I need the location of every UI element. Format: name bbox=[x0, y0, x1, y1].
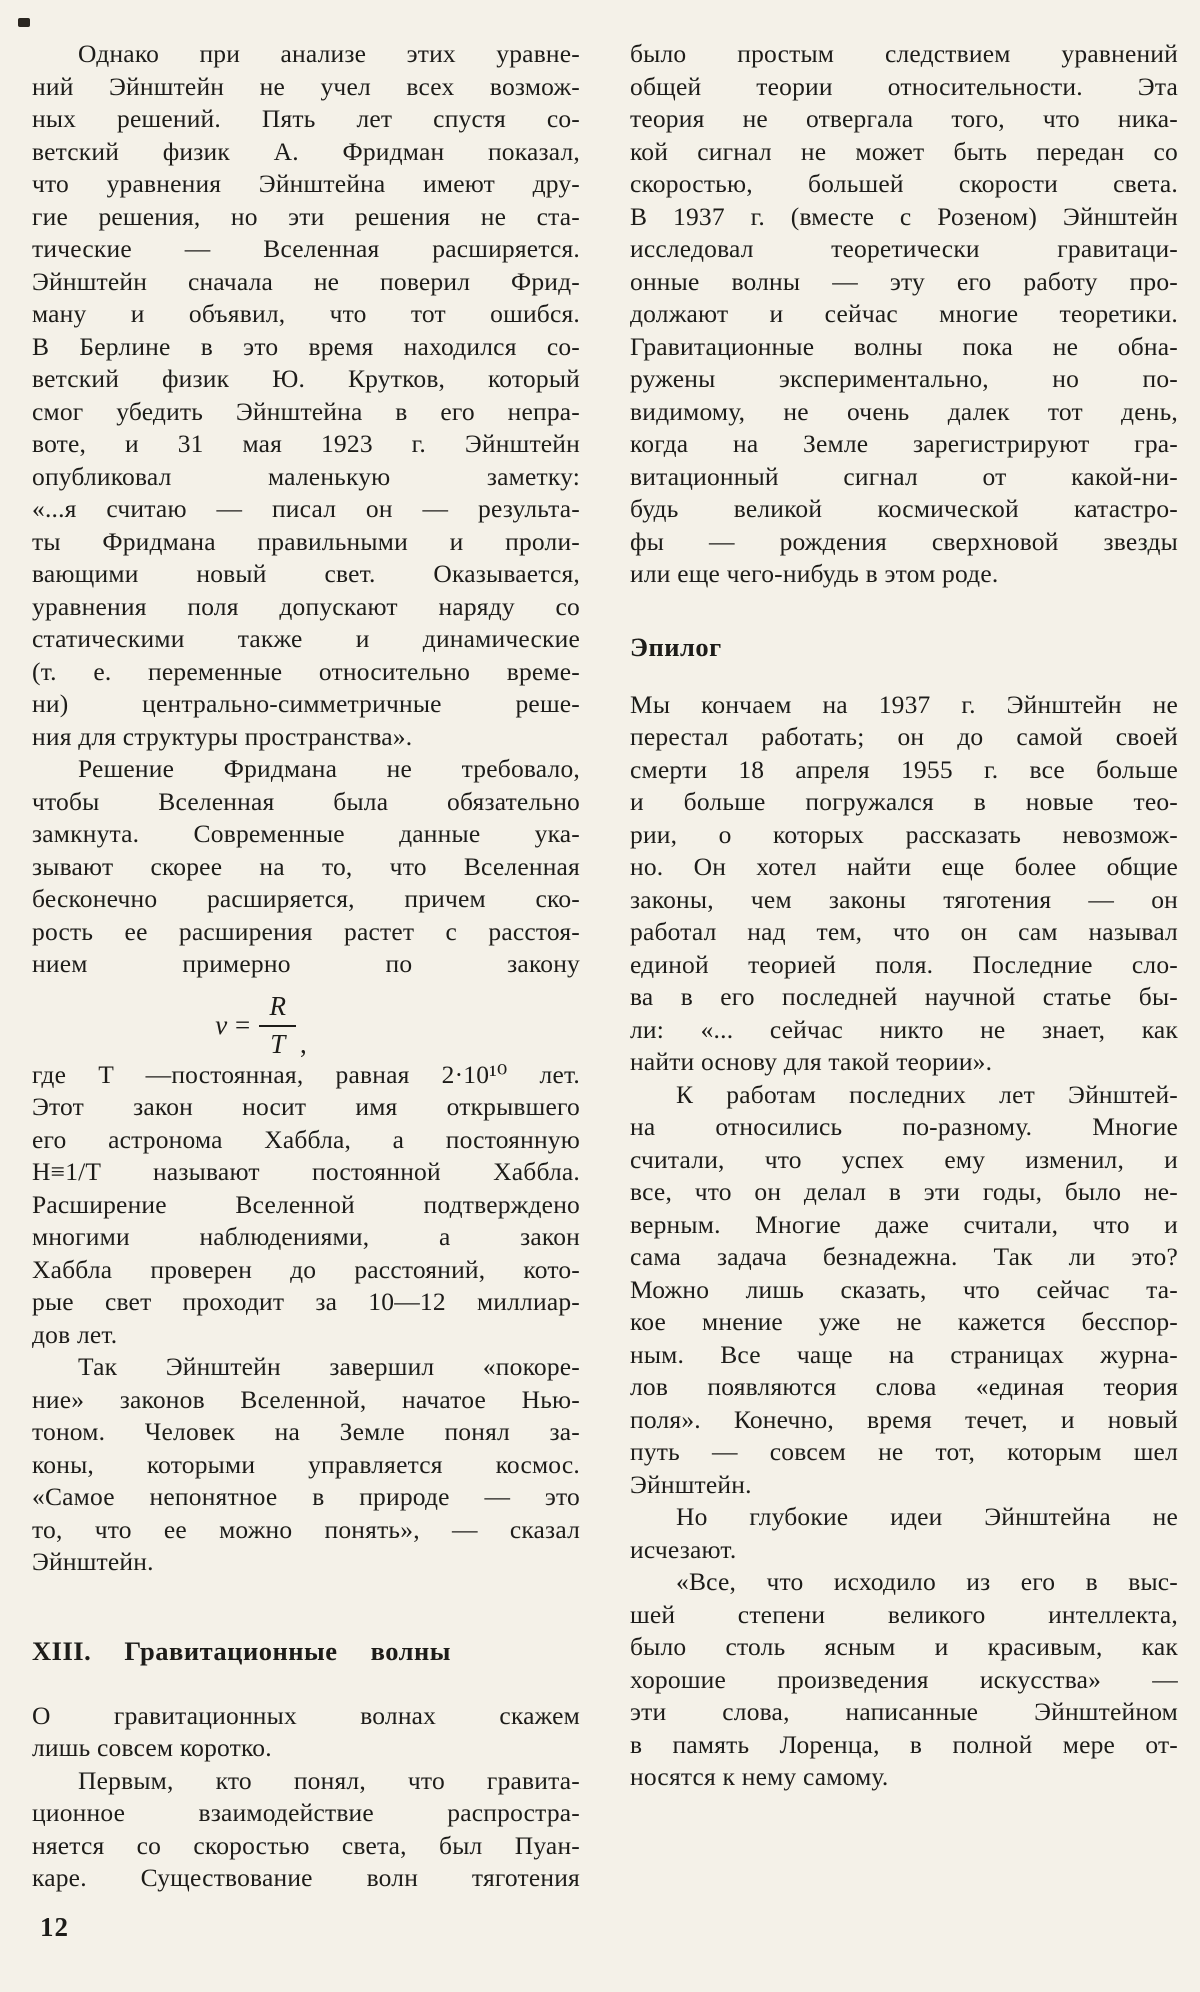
text-line: ветский физик А. Фридман показал, bbox=[32, 136, 580, 166]
text-line: нием примерно по закону bbox=[32, 949, 580, 978]
text-line: О гравитационных волнах скажем bbox=[32, 1700, 580, 1730]
text-line: сама задача безнадежна. Так ли это? bbox=[630, 1242, 1178, 1271]
paragraph bbox=[630, 1566, 1178, 1794]
text-line: должают и сейчас многие теоретики. bbox=[630, 299, 1178, 328]
text-line: Первым, кто понял, что гравита- bbox=[78, 1765, 580, 1795]
scan-artifact bbox=[18, 18, 30, 27]
paragraph bbox=[32, 1059, 580, 1352]
text-line: в память Лоренца, в полной мере от- bbox=[630, 1729, 1178, 1759]
text-line: рость ее расширения растет с расстоя- bbox=[32, 916, 580, 946]
text-line: чтобы Вселенная была обязательно bbox=[32, 786, 580, 816]
text-line: Эйнштейн сначала не поверил Фрид- bbox=[32, 266, 580, 296]
text-line: ружены экспериментально, но по- bbox=[630, 364, 1178, 393]
text-line: многими наблюдениями, а закон bbox=[32, 1222, 580, 1251]
text-line: и больше погружался в новые тео- bbox=[630, 787, 1178, 816]
text-line: законы, чем законы тяготения — он bbox=[630, 884, 1178, 914]
right-column bbox=[630, 38, 1178, 1794]
text-line: Так Эйнштейн завершил «покоре- bbox=[78, 1352, 580, 1381]
paragraph bbox=[630, 1079, 1178, 1502]
text-line: исследовал теоретически гравитаци- bbox=[630, 234, 1178, 263]
text-line: ни) центрально-симметричные реше- bbox=[32, 689, 580, 718]
paragraph bbox=[630, 1501, 1178, 1566]
text-line: Гравитационные волны пока не обна- bbox=[630, 331, 1178, 361]
text-line: тоном. Человек на Земле понял за- bbox=[32, 1417, 580, 1446]
section-heading-gravitational-waves: XIII. Гравитационные волны bbox=[32, 1635, 451, 1666]
formula-hubble-law bbox=[32, 981, 580, 1059]
paragraph bbox=[32, 753, 580, 981]
text-line: статическими также и динамические bbox=[32, 624, 580, 653]
text-line: ману и объявил, что тот ошибся. bbox=[32, 299, 580, 328]
text-line: Хаббла проверен до расстояний, кото- bbox=[32, 1254, 580, 1284]
text-line: «Все, что исходило из его в выс- bbox=[676, 1567, 1178, 1596]
text-line: лов появляются слова «единая теория bbox=[630, 1372, 1178, 1401]
text-line: ли: «... сейчас никто не знает, как bbox=[630, 1014, 1178, 1044]
text-line: ний Эйнштейн не учел всех возмож- bbox=[32, 71, 580, 101]
text-line: найти основу для такой теории». bbox=[630, 1047, 993, 1076]
text-line: (т. е. переменные относительно време- bbox=[32, 656, 580, 686]
text-line: но. Он хотел найти еще более общие bbox=[630, 852, 1178, 881]
paragraph bbox=[32, 38, 580, 753]
text-line: ционное взаимодействие распростра- bbox=[32, 1798, 580, 1827]
text-line: смерти 18 апреля 1955 г. все больше bbox=[630, 754, 1178, 784]
text-line: будь великой космической катастро- bbox=[630, 494, 1178, 523]
text-line: путь — совсем не тот, которым шел bbox=[630, 1437, 1178, 1466]
text-line: когда на Земле зарегистрируют гра- bbox=[630, 429, 1178, 458]
text-line: Но глубокие идеи Эйнштейна не bbox=[676, 1502, 1178, 1531]
text-line: его астронома Хаббла, а постоянную bbox=[32, 1124, 580, 1154]
text-line: все, что он делал в эти годы, было не- bbox=[630, 1177, 1178, 1206]
text-line: кой сигнал не может быть передан со bbox=[630, 136, 1178, 166]
text-line: вающими новый свет. Оказывается, bbox=[32, 559, 580, 588]
formula-numerator: R bbox=[259, 991, 296, 1027]
text-line: было простым следствием уравнений bbox=[630, 39, 1178, 68]
left-column bbox=[32, 38, 580, 1895]
text-line: на относились по-разному. Многие bbox=[630, 1112, 1178, 1141]
text-line: эти слова, написанные Эйнштейном bbox=[630, 1697, 1178, 1726]
text-line: няется со скоростью света, был Пуан- bbox=[32, 1830, 580, 1860]
text-line: исчезают. bbox=[630, 1534, 737, 1564]
text-line: воте, и 31 мая 1923 г. Эйнштейн bbox=[32, 429, 580, 458]
paragraph bbox=[32, 1765, 580, 1895]
text-line: каре. Существование волн тяготения bbox=[32, 1863, 580, 1892]
paragraph bbox=[630, 689, 1178, 1079]
text-line: перестал работать; он до самой своей bbox=[630, 722, 1178, 751]
text-line: считали, что успех ему изменил, и bbox=[630, 1144, 1178, 1174]
text-line: опубликовал маленькую заметку: bbox=[32, 461, 580, 491]
paragraph bbox=[32, 1351, 580, 1579]
text-line: Эйнштейн. bbox=[32, 1547, 154, 1576]
formula-denominator: T bbox=[270, 1028, 286, 1059]
text-line: Мы кончаем на 1937 г. Эйнштейн не bbox=[630, 689, 1178, 719]
formula-fraction bbox=[259, 991, 296, 1060]
text-line: ты Фридмана правильными и проли- bbox=[32, 526, 580, 556]
text-line: смог убедить Эйнштейна в его непра- bbox=[32, 396, 580, 426]
text-line: рии, о которых рассказать невозмож- bbox=[630, 819, 1178, 849]
text-line: кое мнение уже не кажется бесспор- bbox=[630, 1307, 1178, 1336]
text-line: Этот закон носит имя открывшего bbox=[32, 1092, 580, 1121]
text-line: рые свет проходит за 10—12 миллиар- bbox=[32, 1287, 580, 1316]
text-line: замкнута. Современные данные ука- bbox=[32, 819, 580, 848]
text-line: онные волны — эту его работу про- bbox=[630, 266, 1178, 296]
text-line: единой теорией поля. Последние сло- bbox=[630, 949, 1178, 979]
text-line: H≡1/T называют постоянной Хаббла. bbox=[32, 1157, 580, 1186]
text-line: уравнения поля допускают наряду со bbox=[32, 591, 580, 621]
text-line: где T —постоянная, равная 2·10¹⁰ лет. bbox=[32, 1059, 580, 1089]
text-line: работал над тем, что он сам называл bbox=[630, 917, 1178, 946]
text-line: зывают скорее на то, что Вселенная bbox=[32, 851, 580, 881]
text-line: Расширение Вселенной подтверждено bbox=[32, 1189, 580, 1219]
text-line: бесконечно расширяется, причем ско- bbox=[32, 884, 580, 913]
text-line: В Берлине в это время находился со- bbox=[32, 331, 580, 361]
text-line: лишь совсем коротко. bbox=[32, 1733, 272, 1762]
text-line: видимому, не очень далек тот день, bbox=[630, 396, 1178, 426]
text-line: ния для структуры пространства». bbox=[32, 721, 413, 751]
paragraph bbox=[630, 38, 1178, 591]
formula-trailing-comma: , bbox=[299, 1028, 307, 1059]
text-line: поля». Конечно, время течет, и новый bbox=[630, 1404, 1178, 1434]
formula-lhs: v bbox=[215, 1009, 228, 1040]
text-line: что уравнения Эйнштейна имеют дру- bbox=[32, 169, 580, 198]
text-line: было столь ясным и красивым, как bbox=[630, 1632, 1178, 1661]
text-line: скоростью, большей скорости света. bbox=[630, 169, 1178, 198]
text-line: В 1937 г. (вместе с Розеном) Эйнштейн bbox=[630, 201, 1178, 231]
text-line: ных решений. Пять лет спустя со- bbox=[32, 104, 580, 133]
section-heading-epilogue: Эпилог bbox=[630, 631, 722, 662]
text-line: Эйнштейн. bbox=[630, 1469, 752, 1499]
text-line: или еще чего-нибудь в этом роде. bbox=[630, 559, 999, 588]
page-number: 12 bbox=[40, 1912, 69, 1942]
text-line: дов лет. bbox=[32, 1319, 118, 1349]
text-line: верным. Многие даже считали, что и bbox=[630, 1209, 1178, 1239]
text-line: гие решения, но эти решения не ста- bbox=[32, 201, 580, 231]
text-line: хорошие произведения искусства» — bbox=[630, 1664, 1178, 1694]
text-line: ние» законов Вселенной, начатое Нью- bbox=[32, 1384, 580, 1414]
text-line: ветский физик Ю. Крутков, который bbox=[32, 364, 580, 393]
text-line: теория не отвергала того, что ника- bbox=[630, 104, 1178, 133]
text-line: «...я считаю — писал он — результа- bbox=[32, 494, 580, 523]
text-line: «Самое непонятное в природе — это bbox=[32, 1482, 580, 1511]
text-line: фы — рождения сверхновой звезды bbox=[630, 526, 1178, 556]
text-line: К работам последних лет Эйнштей- bbox=[676, 1079, 1178, 1109]
text-line: шей степени великого интеллекта, bbox=[630, 1599, 1178, 1629]
text-line: тические — Вселенная расширяется. bbox=[32, 234, 580, 263]
text-line: Можно лишь сказать, что сейчас та- bbox=[630, 1274, 1178, 1304]
text-line: Решение Фридмана не требовало, bbox=[78, 754, 580, 783]
text-line: ва в его последней научной статье бы- bbox=[630, 982, 1178, 1011]
text-line: коны, которыми управляется космос. bbox=[32, 1449, 580, 1479]
text-line: Однако при анализе этих уравне- bbox=[78, 39, 580, 68]
text-line: то, что ее можно понять», — сказал bbox=[32, 1514, 580, 1544]
text-line: ным. Все чаще на страницах журна- bbox=[630, 1339, 1178, 1369]
formula-equals: = bbox=[233, 1009, 252, 1040]
text-line: витационный сигнал от какой-ни- bbox=[630, 461, 1178, 491]
text-line: общей теории относительности. Эта bbox=[630, 71, 1178, 101]
text-line: носятся к нему самому. bbox=[630, 1762, 889, 1791]
paragraph bbox=[32, 1700, 580, 1765]
